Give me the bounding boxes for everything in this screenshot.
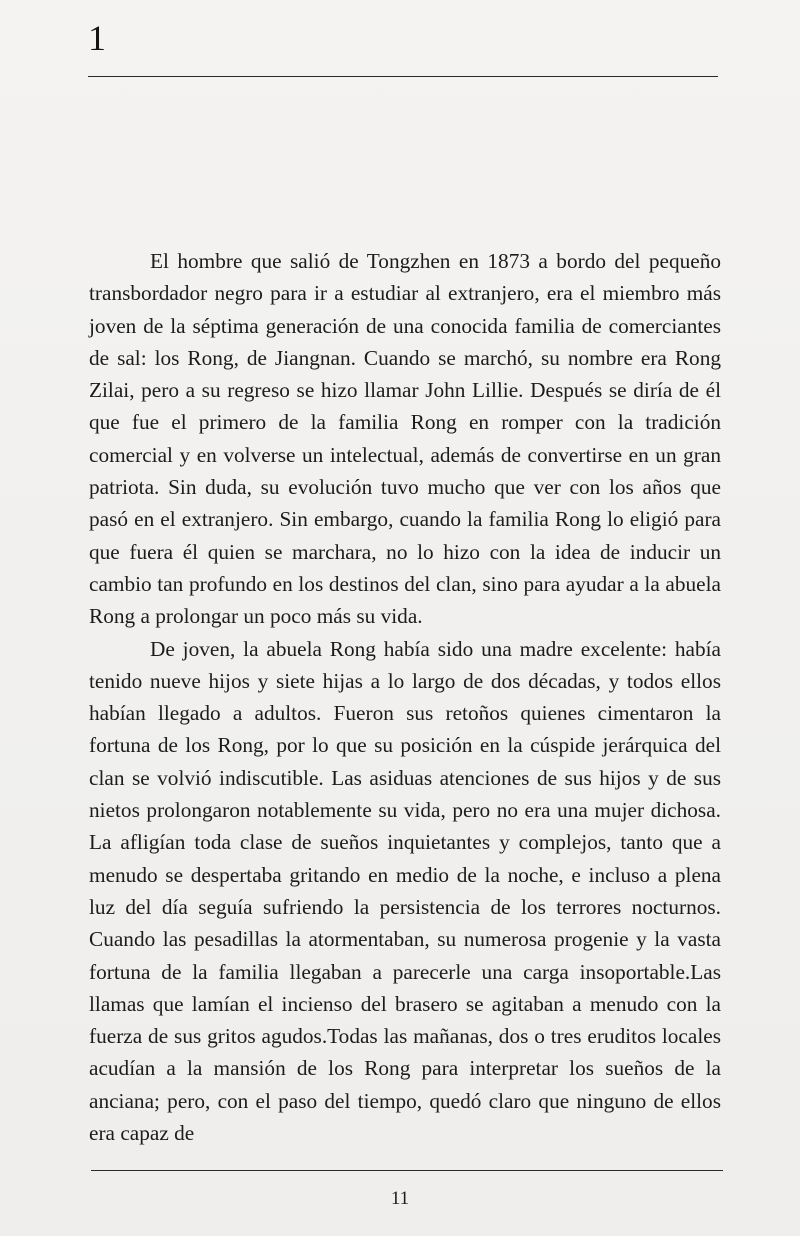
header-rule (88, 76, 718, 77)
paragraph-2: De joven, la abuela Rong había sido una madre excelente: había tenido nueve hijos y siete hijas a lo largo de dos décadas, y todos ellos habían llegado a adultos. Fueron sus retoños quienes cimentaron la fortuna de los Rong, por lo que su posición en la cúspide jerárquica del clan se volvió indiscutible. Las asiduas atenciones de sus hijos y de sus nietos prolongaron notablemente su vida, pero no era una mujer dichosa. La afligían toda clase de sueños inquietantes y complejos, tanto que a menudo se despertaba gritando en medio de la noche, e incluso a plena luz del día seguía sufriendo la persistencia de los terrores nocturnos. Cuando las pesadillas la atormentaban, su numerosa progenie y la vasta fortuna de la familia llegaban a parecerle una carga insoportable.Las llamas que lamían el incienso del brasero se agitaban a menudo con la fuerza de sus gritos agudos.Todas las mañanas, dos o tres eruditos locales acudían a la mansión de los Rong para interpretar los sueños de la anciana; pero, con el paso del tiempo, quedó claro que ninguno de ellos era capaz de (89, 636, 721, 1146)
chapter-number: 1 (88, 18, 106, 58)
page-number: 11 (390, 1188, 410, 1209)
footer-rule (91, 1170, 723, 1171)
paragraph-1: El hombre que salió de Tongzhen en 1873 a bordo del pequeño transbordador negro para ir a estudiar al extranjero, era el miembro más joven de la séptima generación de una conocida familia de comerciantes de sal: los Rong, de Jiangnan. Cuando se marchó, su nombre era Rong Zilai, pero a su regreso se hizo llamar John Lillie. Después se diría de él que fue el primero de la familia Rong en romper con la tradición comercial y en volverse un intelectual, además de convertirse en un gran patriota. Sin duda, su evolución tuvo mucho que ver con los años que pasó en el extranjero. Sin embargo, cuando la familia Rong lo eligió para que fuera él quien se marchara, no lo hizo con la idea de inducir un cambio tan profundo en los destinos del clan, sino para ayudar a la abuela Rong a prolongar un poco más su vida. (89, 249, 721, 629)
body-text (89, 245, 721, 1149)
